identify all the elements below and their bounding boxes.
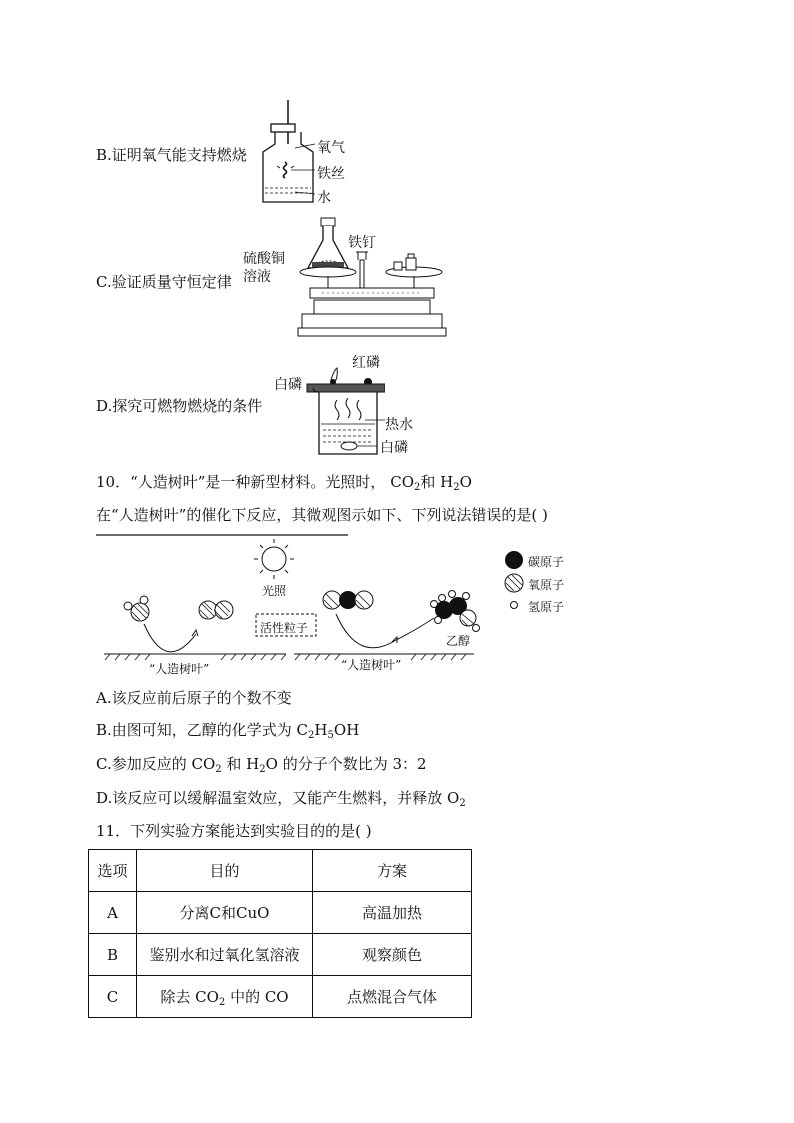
cell-plan: 观察颜色 (313, 934, 472, 976)
q10-option-c: C.参加反应的 $CO_2$ 和 $H_2O$ 的分子个数比为 3：2 (96, 755, 427, 775)
label-white-phosphorus-bottom: 白磷 (380, 440, 408, 456)
q10-option-b: B.由图可知，乙醇的化学式为 $C_2H_5OH$ (96, 721, 360, 741)
label-oxygen: 氧气 (317, 140, 345, 156)
cell-option: A (89, 892, 137, 934)
label-iron-wire: 铁丝 (317, 166, 345, 182)
option-b-text: B.证明氧气能支持燃烧 (96, 146, 247, 164)
table-row (89, 892, 472, 934)
oxygen-bottle-figure (255, 96, 365, 208)
table-row (89, 934, 472, 976)
legend-oxygen: 氧原子 (528, 578, 565, 592)
cell-plan: 高温加热 (313, 892, 472, 934)
label-water: 水 (317, 190, 331, 206)
label-leaf-right: “人造树叶” (341, 658, 402, 672)
label-white-phosphorus-top: 白磷 (274, 377, 302, 393)
header-plan: 方案 (313, 850, 472, 892)
label-solution: 溶液 (243, 269, 271, 285)
cell-option: C (89, 976, 137, 1018)
q10-stem-line1: 10．“人造树叶”是一种新型材料。光照时， $CO_2$和 $H_2O$ (96, 473, 472, 493)
header-goal: 目的 (137, 850, 313, 892)
q10-option-d: D.该反应可以缓解温室效应，又能产生燃料，并释放 $O_2$ (96, 789, 466, 809)
option-c-text: C.验证质量守恒定律 (96, 273, 232, 291)
label-active-particle: 活性粒子 (260, 621, 309, 635)
label-leaf-left: “人造树叶” (149, 662, 210, 676)
q10-option-a: A.该反应前后原子的个数不变 (96, 689, 292, 707)
label-iron-nail: 铁钉 (348, 235, 376, 251)
label-hot-water: 热水 (385, 417, 413, 433)
table-row (89, 976, 472, 1018)
cell-goal: 鉴别水和过氧化氢溶液 (137, 934, 313, 976)
label-copper-sulfate: 硫酸铜 (243, 251, 285, 267)
q10-stem-line2: 在“人造树叶”的催化下反应，其微观图示如下、下列说法错误的是( ) (96, 506, 548, 524)
cell-option: B (89, 934, 137, 976)
label-light: 光照 (262, 584, 287, 598)
artificial-leaf-figure (96, 534, 586, 674)
option-d-text: D.探究可燃物燃烧的条件 (96, 397, 263, 415)
combustion-beaker-figure (305, 360, 385, 460)
cell-goal: 除去 $CO_2$ 中的 CO (137, 976, 313, 1018)
q11-stem: 11．下列实验方案能达到实验目的的是( ) (96, 822, 372, 840)
legend-carbon: 碳原子 (528, 555, 565, 569)
table-header-row (89, 850, 472, 892)
cell-plan: 点燃混合气体 (313, 976, 472, 1018)
header-option: 选项 (89, 850, 137, 892)
legend-hydrogen: 氢原子 (528, 600, 565, 614)
cell-goal: 分离C和CuO (137, 892, 313, 934)
label-ethanol: 乙醇 (446, 634, 471, 648)
label-red-phosphorus: 红磷 (352, 355, 380, 371)
q11-table (88, 849, 472, 1018)
